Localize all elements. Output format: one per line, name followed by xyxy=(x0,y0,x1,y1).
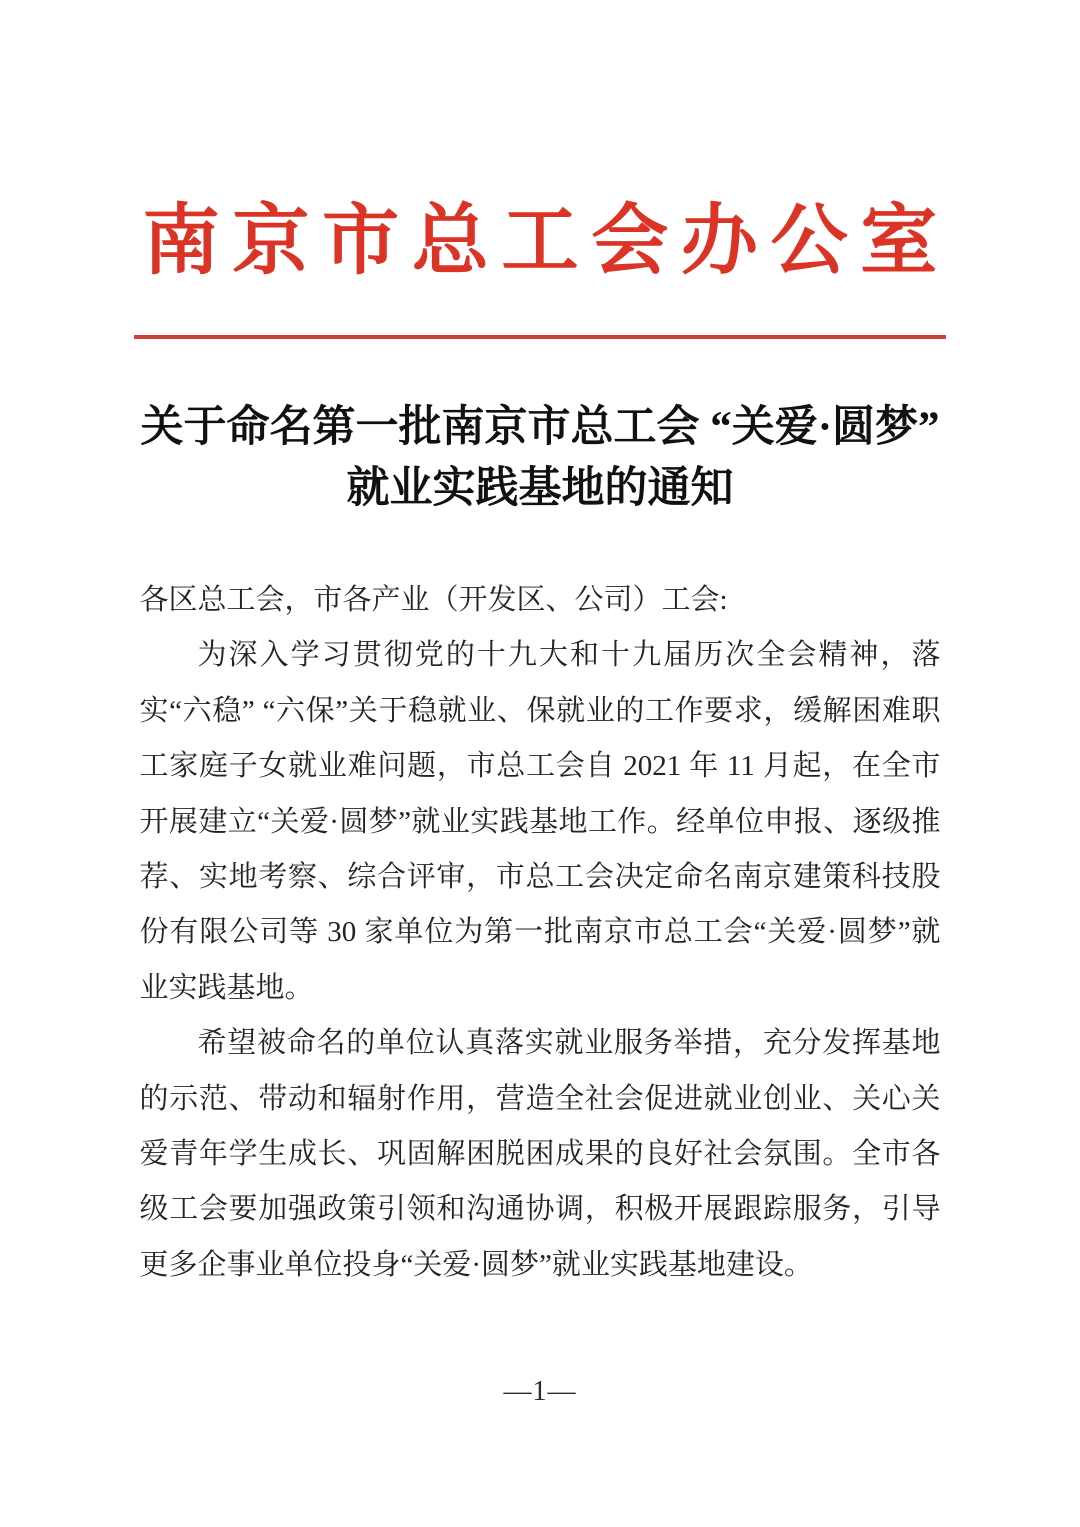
document-title xyxy=(90,397,990,519)
document-title-line1: 关于命名第一批南京市总工会 “关爱·圆梦” xyxy=(140,404,940,451)
letterhead xyxy=(0,193,1080,339)
body-paragraph-1: 为深入学习贯彻党的十九大和十九届历次全会精神，落实“六稳” “六保”关于稳就业、保就业的工作要求，缓解困难职工家庭子女就业难问题，市总工会自 2021 年 11 月起，在全市开展建立“关爱·圆梦”就业实践基地工作。经单位申报、逐级推荐、实地考察、综合评审，市总工会决定命名南京建策科技股份有限公司等 30 家单位为第一批南京市总工会“关爱·圆梦”就业实践基地。 xyxy=(139,639,941,1004)
body-paragraph-2: 希望被命名的单位认真落实就业服务举措，充分发挥基地的示范、带动和辐射作用，营造全社会促进就业创业、关心关爱青年学生成长、巩固解困脱困成果的良好社会氛围。全市各级工会要加强政策引领和沟通协调，积极开展跟踪服务，引导更多企事业单位投身“关爱·圆梦”就业实践基地建设。 xyxy=(139,1027,941,1281)
letterhead-divider xyxy=(134,335,946,339)
document-title-line2: 就业实践基地的通知 xyxy=(346,465,734,512)
document-body xyxy=(140,573,941,1293)
letterhead-office-name: 南京市总工会办公室 xyxy=(142,198,951,284)
salutation-line: 各区总工会，市各产业（开发区、公司）工会: xyxy=(139,584,728,616)
page-number: —1— xyxy=(503,1376,577,1407)
page-footer xyxy=(0,1376,1080,1408)
